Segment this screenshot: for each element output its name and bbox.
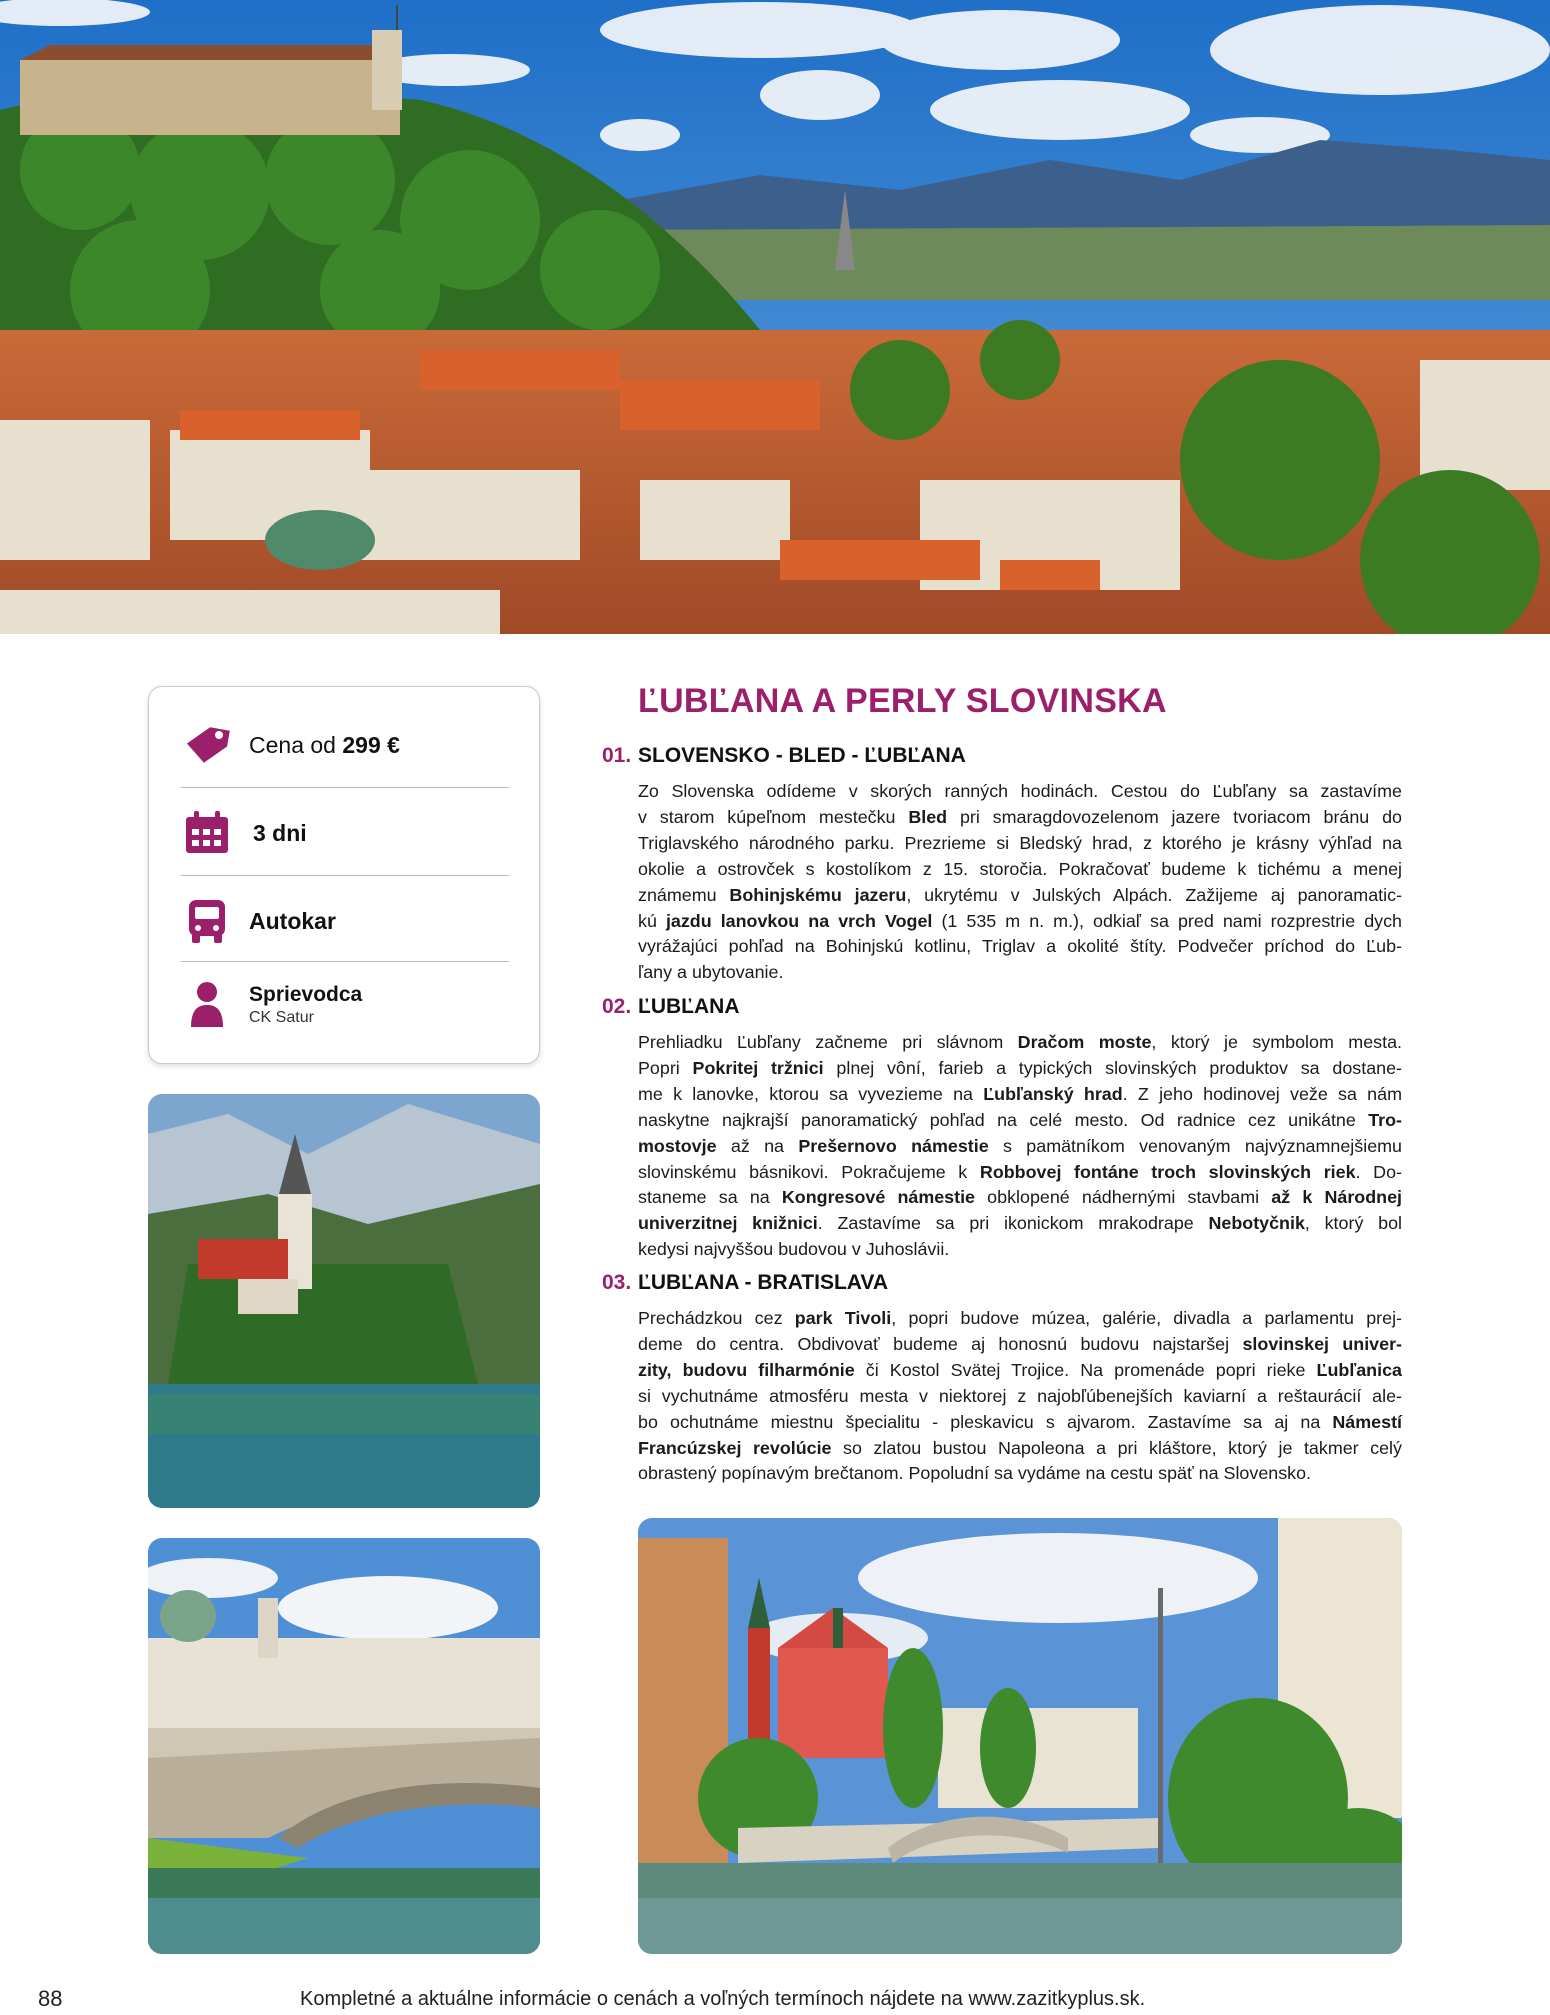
body-text: Popri bbox=[638, 1057, 693, 1078]
page-title: ĽUBĽANA A PERLY SLOVINSKA bbox=[638, 682, 1167, 720]
text-line bbox=[638, 1384, 1402, 1410]
bus-icon bbox=[181, 895, 233, 947]
body-text: obrastený popínavým brečtanom. Popoludní sa vydáme na cestu späť na Slovensko. bbox=[638, 1463, 1312, 1484]
body-text: až na bbox=[716, 1135, 799, 1156]
text-line bbox=[638, 1160, 1402, 1186]
duration-row bbox=[181, 807, 509, 859]
text-line bbox=[638, 857, 1402, 883]
body-text: pri smaragdovozelenom jazere tvoriacom bránu do bbox=[947, 806, 1402, 827]
transport-value: Autokar bbox=[249, 907, 336, 934]
body-text: , ukrytému v Julských Alpách. Zažijeme aj panoramatic- bbox=[906, 884, 1403, 905]
body-text: (1 535 m n. m.), odkiaľ sa pred nami rozprestrie dych bbox=[932, 910, 1402, 931]
text-line bbox=[638, 1108, 1402, 1134]
photo-lake-bled bbox=[148, 1094, 540, 1508]
body-text: vyrážajúci pohľad na Bohinjskú kotlinu, Triglav a okolité štíty. Podvečer príchod do Ľub- bbox=[638, 936, 1402, 957]
day-3-heading bbox=[602, 1271, 888, 1295]
text-line bbox=[638, 805, 1402, 831]
text-line bbox=[638, 1358, 1402, 1384]
day-title: SLOVENSKO - BLED - ĽUBĽANA bbox=[638, 744, 966, 767]
body-text: či Kostol Svätej Trojice. Na promenáde popri rieke bbox=[854, 1359, 1317, 1380]
trip-info-card bbox=[148, 686, 540, 1064]
text-line bbox=[638, 1056, 1402, 1082]
price-value: 299 € bbox=[342, 731, 400, 758]
highlight-text: Pokritej tržnici bbox=[692, 1057, 824, 1078]
body-text: , ktorý je symbolom mesta. bbox=[1151, 1032, 1402, 1052]
body-text: . Zastavíme sa pri ikonickom mrakodrape bbox=[817, 1213, 1209, 1234]
day-1-heading bbox=[602, 744, 966, 768]
photo-dragon-bridge bbox=[148, 1538, 540, 1954]
price-label: Cena od bbox=[249, 731, 343, 758]
text-line bbox=[638, 1461, 1402, 1487]
body-text: obklopené nádhernými stavbami bbox=[975, 1187, 1272, 1208]
body-text: . Z jeho hodinovej veže sa nám bbox=[1122, 1083, 1402, 1104]
highlight-text: Dračom moste bbox=[1017, 1032, 1152, 1052]
page-number: 88 bbox=[38, 1986, 63, 2011]
day-title: ĽUBĽANA - BRATISLAVA bbox=[638, 1271, 889, 1294]
person-icon bbox=[181, 979, 233, 1031]
highlight-text: jazdu lanovkou na vrch Vogel bbox=[665, 910, 933, 931]
text-line bbox=[638, 960, 1402, 986]
guide-row bbox=[181, 979, 509, 1031]
day-3-description bbox=[638, 1306, 1402, 1487]
body-text: deme do centra. Obdivovať budeme aj honosnú budovu najstaršej bbox=[638, 1333, 1243, 1354]
highlight-text: Tro- bbox=[1368, 1109, 1402, 1130]
text-line bbox=[638, 1306, 1402, 1332]
body-text: plnej vôní, farieb a typických slovinských produktov sa dostane- bbox=[823, 1057, 1403, 1078]
text-line bbox=[638, 1082, 1402, 1108]
body-text: , popri budove múzea, galérie, divadla a parlamentu prej- bbox=[891, 1308, 1403, 1328]
day-1-description bbox=[638, 779, 1402, 986]
highlight-text: Bohinjskému jazeru bbox=[729, 884, 907, 905]
text-line bbox=[638, 883, 1402, 909]
day-number: 02. bbox=[602, 995, 632, 1018]
highlight-text: Nebotyčnik bbox=[1208, 1213, 1305, 1234]
text-line bbox=[638, 1436, 1402, 1462]
divider bbox=[181, 787, 509, 788]
highlight-text: park Tivoli bbox=[794, 1308, 892, 1328]
highlight-text: Bled bbox=[908, 806, 948, 827]
day-number: 03. bbox=[602, 1271, 632, 1294]
body-text: staneme sa na bbox=[638, 1187, 782, 1208]
body-text: známemu bbox=[638, 884, 730, 905]
highlight-text: Robbovej fontáne troch slovinských riek bbox=[979, 1161, 1356, 1182]
photo-ljubljanica-river bbox=[638, 1518, 1402, 1954]
body-text: v starom kúpeľnom mestečku bbox=[638, 806, 909, 827]
text-line bbox=[638, 1211, 1402, 1237]
body-text: Triglavského národného parku. Prezrieme si Bledský hrad, z ktorého je krásny výhľad na bbox=[638, 832, 1402, 853]
highlight-text: Francúzskej revolúcie bbox=[638, 1437, 832, 1458]
highlight-text: univerzitnej knižnici bbox=[638, 1213, 818, 1234]
body-text: . Do- bbox=[1355, 1161, 1402, 1182]
day-title: ĽUBĽANA bbox=[638, 995, 740, 1018]
transport-row bbox=[181, 895, 509, 947]
footer-note: Kompletné a aktuálne informácie o cenách a voľných termínoch nájdete na www.zazitkyplus.sk. bbox=[300, 1988, 1146, 2010]
body-text: naskytne najkrajší panoramatický pohľad na celé mesto. Od radnice cez unikátne bbox=[638, 1109, 1369, 1130]
body-text: , ktorý bol bbox=[1304, 1213, 1402, 1234]
highlight-text: až k Národnej bbox=[1271, 1187, 1402, 1208]
guide-agency: CK Satur bbox=[249, 1009, 314, 1026]
body-text: kú bbox=[638, 910, 666, 931]
text-line bbox=[638, 1030, 1402, 1056]
day-number: 01. bbox=[602, 744, 632, 767]
body-text: ľany a ubytovanie. bbox=[638, 962, 784, 983]
text-line bbox=[638, 1410, 1402, 1436]
day-2-heading bbox=[602, 995, 739, 1019]
body-text: s pamätníkom venovaným najvýznamnejšiemu bbox=[988, 1135, 1402, 1156]
divider bbox=[181, 875, 509, 876]
guide-value: Sprievodca bbox=[249, 983, 363, 1006]
body-text: kedysi najvyššou budovou v Juhoslávii. bbox=[638, 1239, 950, 1260]
day-2-description bbox=[638, 1030, 1402, 1263]
highlight-text: Námestí bbox=[1332, 1411, 1402, 1432]
calendar-icon bbox=[181, 807, 233, 859]
text-line bbox=[638, 1237, 1402, 1263]
body-text: si vychutnáme atmosféru mesta v niektorej z najobľúbenejších kaviarní a reštaurácií ale- bbox=[638, 1385, 1402, 1406]
price-tag-icon bbox=[181, 719, 233, 771]
body-text: Prechádzkou cez bbox=[638, 1308, 795, 1328]
body-text: okolie a ostrovček s kostolíkom z 15. storočia. Pokračovať budeme k tichému a menej bbox=[638, 858, 1402, 879]
highlight-text: Ľubľanský hrad bbox=[983, 1083, 1123, 1104]
price-row bbox=[181, 719, 509, 771]
highlight-text: Prešernovo námestie bbox=[798, 1135, 989, 1156]
divider bbox=[181, 961, 509, 962]
text-line bbox=[638, 779, 1402, 805]
text-line bbox=[638, 909, 1402, 935]
duration-value: 3 dni bbox=[253, 819, 307, 846]
highlight-text: Kongresové námestie bbox=[781, 1187, 976, 1208]
highlight-text: zity, budovu filharmónie bbox=[638, 1359, 855, 1380]
text-line bbox=[638, 831, 1402, 857]
text-line bbox=[638, 1134, 1402, 1160]
text-line bbox=[638, 1332, 1402, 1358]
hero-photo-ljubljana-castle bbox=[0, 0, 1550, 634]
body-text: Prehliadku Ľubľany začneme pri slávnom bbox=[638, 1032, 1018, 1052]
body-text: slovinskému básnikovi. Pokračujeme k bbox=[638, 1161, 980, 1182]
highlight-text: mostovje bbox=[638, 1135, 717, 1156]
highlight-text: slovinskej univer- bbox=[1242, 1333, 1403, 1354]
text-line bbox=[638, 1185, 1402, 1211]
body-text: bo ochutnáme miestnu špecialitu - pleskavicu s ajvarom. Zastavíme sa aj na bbox=[638, 1411, 1333, 1432]
body-text: so zlatou bustou Napoleona a pri kláštore, ktorý je takmer celý bbox=[831, 1437, 1402, 1458]
body-text: Zo Slovenska odídeme v skorých ranných hodinách. Cestou do Ľubľany sa zastavíme bbox=[638, 781, 1402, 801]
highlight-text: Ľubľanica bbox=[1316, 1359, 1402, 1380]
text-line bbox=[638, 934, 1402, 960]
body-text: me k lanovke, ktorou sa vyvezieme na bbox=[638, 1083, 984, 1104]
